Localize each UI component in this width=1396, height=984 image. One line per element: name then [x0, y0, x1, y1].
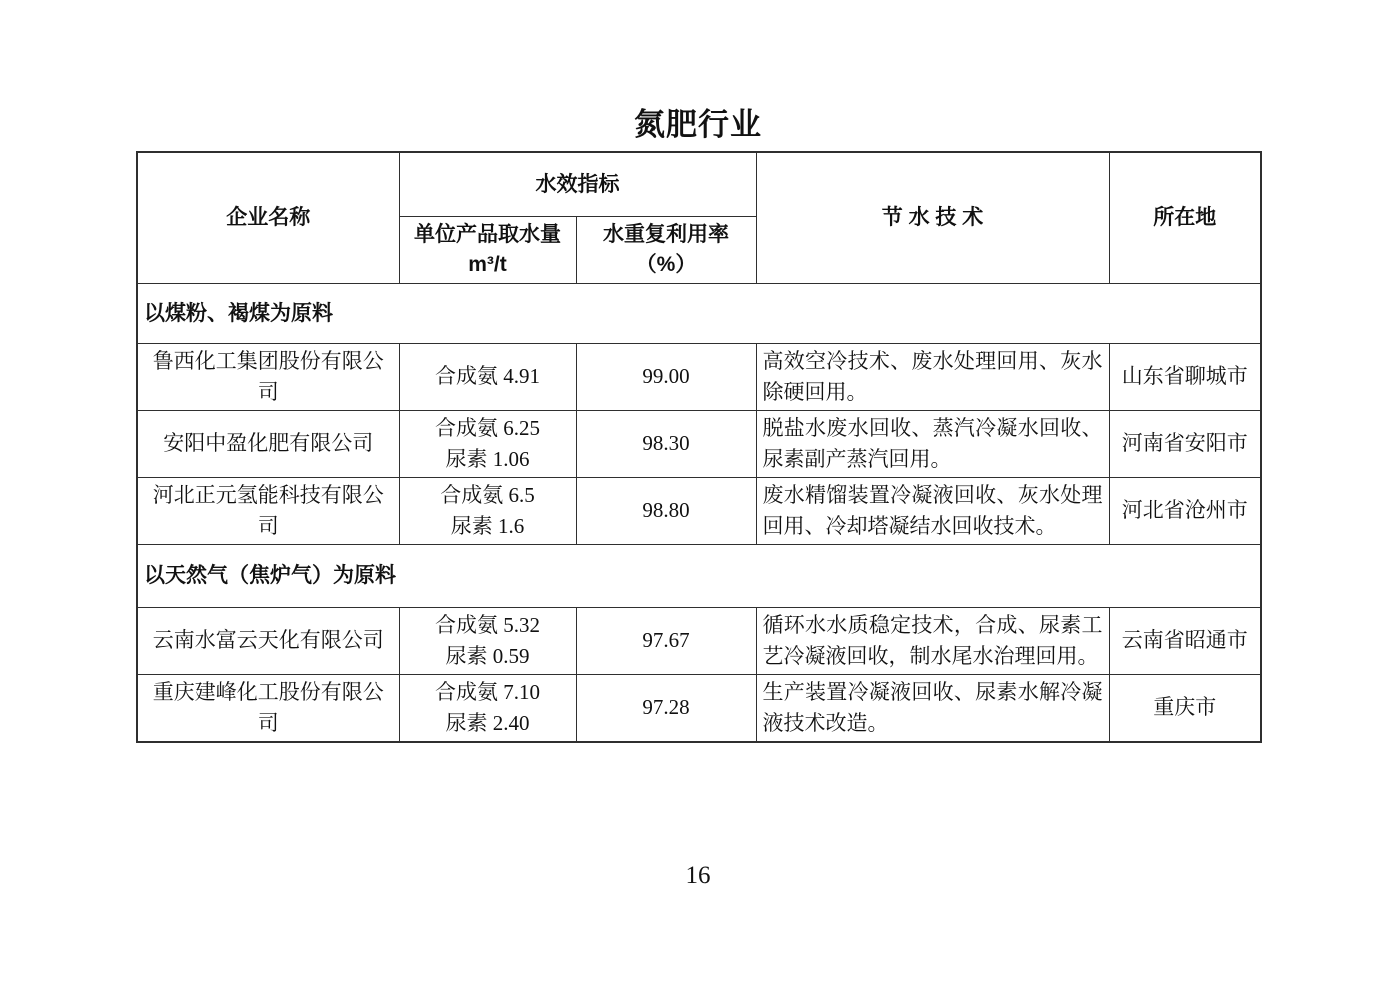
unit-intake-label: 单位产品取水量 [414, 222, 561, 246]
section-label-coal: 以煤粉、褐煤为原料 [137, 283, 1261, 343]
location-value: 河南省安阳市 [1109, 410, 1261, 477]
col-header-company: 企业名称 [137, 152, 399, 283]
intake-line: 尿素 1.6 [450, 513, 525, 538]
company-name: 安阳中盈化肥有限公司 [137, 410, 399, 477]
company-name: 云南水富云天化有限公司 [137, 607, 399, 674]
reuse-rate-value: 97.67 [576, 607, 756, 674]
table-row [137, 607, 1261, 674]
intake-cell [399, 343, 576, 410]
intake-line: 尿素 2.40 [445, 710, 530, 735]
page-title: 氮肥行业 [634, 107, 762, 142]
intake-cell [399, 410, 576, 477]
unit-intake-unit: m³/t [468, 252, 507, 276]
col-header-technology: 节 水 技 术 [756, 152, 1109, 283]
col-header-water-efficiency: 水效指标 [399, 152, 756, 216]
company-name: 河北正元氢能科技有限公司 [137, 477, 399, 544]
intake-line: 合成氨 4.91 [435, 364, 540, 388]
intake-cell [399, 477, 576, 544]
table-header-row-1 [137, 152, 1261, 216]
table-row [137, 674, 1261, 742]
section-row-gas [137, 544, 1261, 607]
reuse-rate-value: 98.80 [576, 477, 756, 544]
location-value: 河北省沧州市 [1109, 477, 1261, 544]
reuse-rate-value: 97.28 [576, 674, 756, 742]
intake-line: 尿素 1.06 [445, 446, 530, 471]
technology-description: 生产装置冷凝液回收、尿素水解冷凝液技术改造。 [756, 674, 1109, 742]
technology-description: 高效空冷技术、废水处理回用、灰水除硬回用。 [756, 343, 1109, 410]
company-name: 重庆建峰化工股份有限公司 [137, 674, 399, 742]
reuse-rate-unit: （%） [635, 252, 697, 276]
intake-line: 合成氨 6.5 [440, 482, 535, 507]
intake-cell [399, 607, 576, 674]
col-header-location: 所在地 [1109, 152, 1261, 283]
intake-cell [399, 674, 576, 742]
location-value: 山东省聊城市 [1109, 343, 1261, 410]
company-name: 鲁西化工集团股份有限公司 [137, 343, 399, 410]
location-value: 重庆市 [1109, 674, 1261, 742]
reuse-rate-label: 水重复利用率 [603, 222, 729, 246]
reuse-rate-value: 98.30 [576, 410, 756, 477]
section-row-coal [137, 283, 1261, 343]
intake-line: 尿素 0.59 [445, 643, 530, 668]
section-label-gas: 以天然气（焦炉气）为原料 [137, 544, 1261, 607]
col-header-reuse-rate [576, 216, 756, 283]
intake-line: 合成氨 6.25 [435, 415, 540, 440]
location-value: 云南省昭通市 [1109, 607, 1261, 674]
intake-line: 合成氨 5.32 [435, 612, 540, 637]
technology-description: 循环水水质稳定技术，合成、尿素工艺冷凝液回收，制水尾水治理回用。 [756, 607, 1109, 674]
table-row [137, 477, 1261, 544]
table-row [137, 410, 1261, 477]
table-row [137, 343, 1261, 410]
col-header-unit-intake [399, 216, 576, 283]
page-number: 16 [685, 862, 711, 889]
technology-description: 脱盐水废水回收、蒸汽冷凝水回收、尿素副产蒸汽回用。 [756, 410, 1109, 477]
intake-line: 合成氨 7.10 [435, 679, 540, 704]
water-efficiency-table [136, 151, 1262, 743]
technology-description: 废水精馏装置冷凝液回收、灰水处理回用、冷却塔凝结水回收技术。 [756, 477, 1109, 544]
reuse-rate-value: 99.00 [576, 343, 756, 410]
